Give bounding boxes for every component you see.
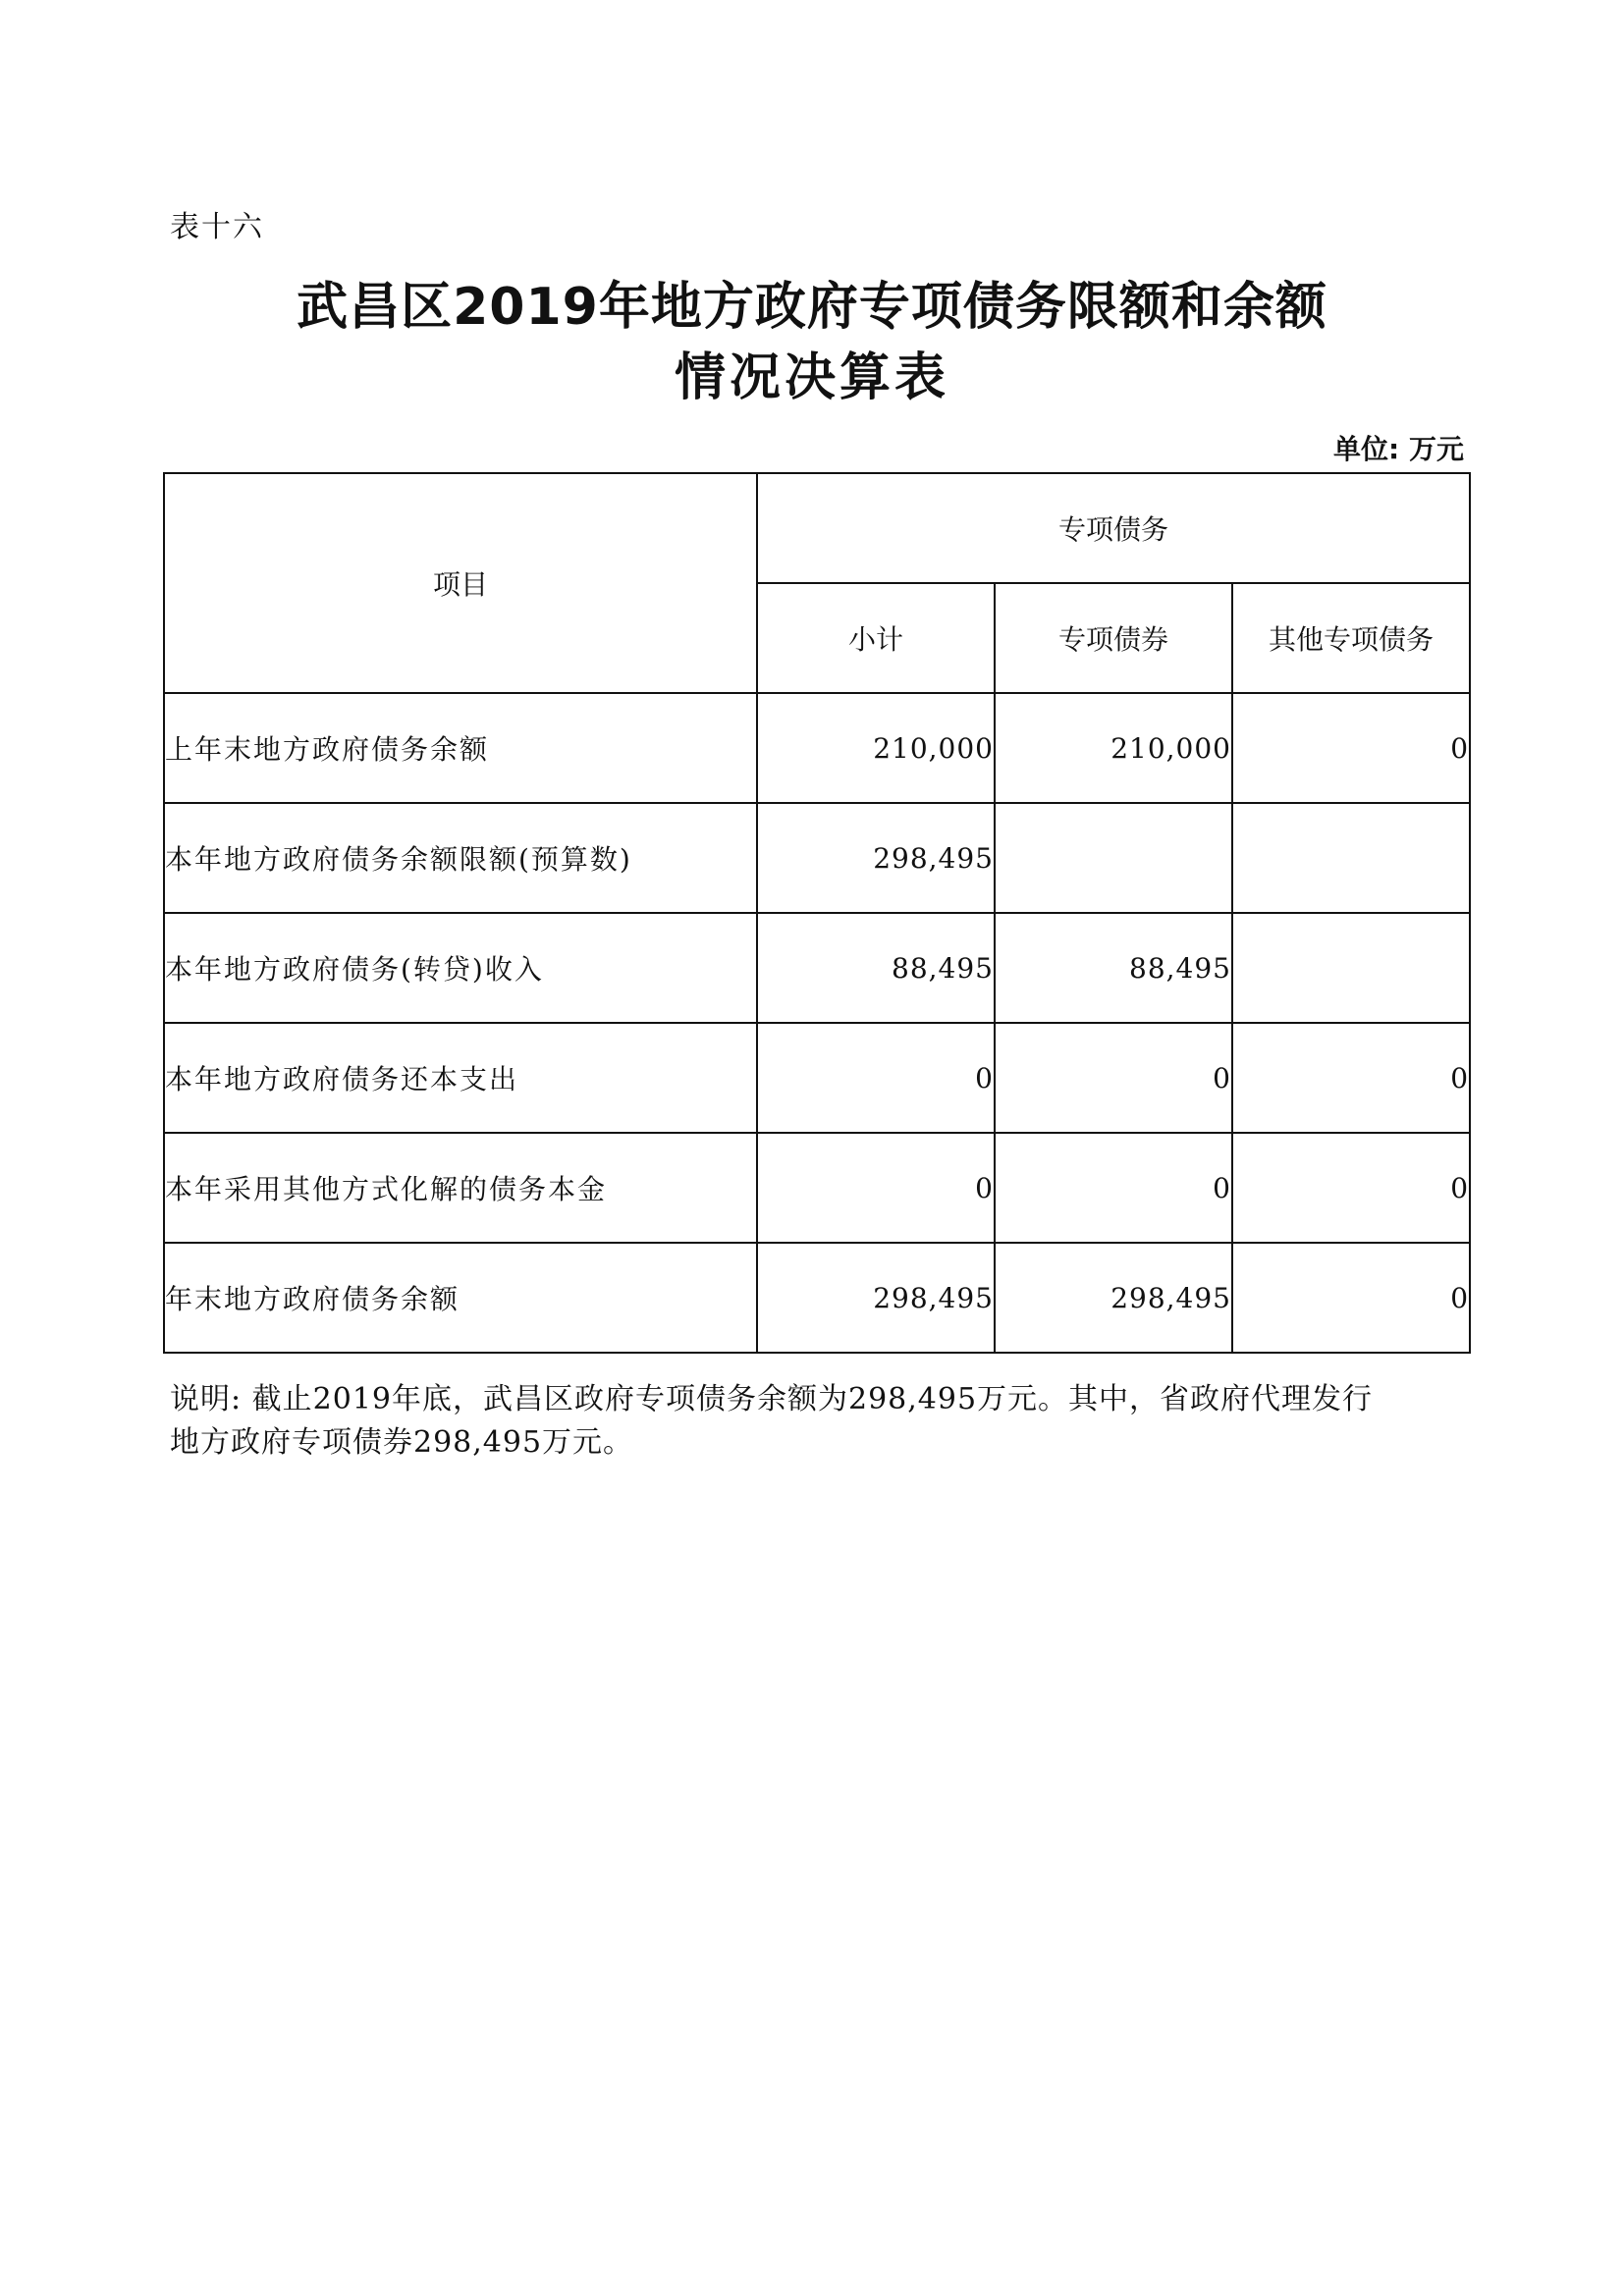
table-row — [164, 803, 1470, 913]
row-label: 年末地方政府债务余额 — [164, 1243, 757, 1353]
table-row — [164, 1133, 1470, 1243]
table-row — [164, 1023, 1470, 1133]
cell-special-bonds — [995, 803, 1232, 913]
header-special-bonds: 专项债券 — [995, 583, 1232, 693]
cell-other-debt: 0 — [1232, 1133, 1470, 1243]
cell-other-debt: 0 — [1232, 1243, 1470, 1353]
table-row — [164, 1243, 1470, 1353]
unit-label: 单位: 万元 — [1333, 433, 1464, 465]
cell-subtotal: 298,495 — [757, 1243, 995, 1353]
cell-special-bonds: 298,495 — [995, 1243, 1232, 1353]
cell-subtotal: 298,495 — [757, 803, 995, 913]
cell-other-debt — [1232, 803, 1470, 913]
header-subtotal: 小计 — [757, 583, 995, 693]
cell-other-debt — [1232, 913, 1470, 1023]
cell-subtotal: 0 — [757, 1023, 995, 1133]
cell-special-bonds: 88,495 — [995, 913, 1232, 1023]
header-item: 项目 — [164, 473, 757, 693]
cell-special-bonds: 0 — [995, 1023, 1232, 1133]
row-label: 本年采用其他方式化解的债务本金 — [164, 1133, 757, 1243]
footnote-line: 地方政府专项债券298,495万元。 — [170, 1425, 634, 1460]
header-row-1 — [164, 473, 1470, 583]
page-title-line2: 情况决算表 — [674, 348, 949, 407]
cell-subtotal: 88,495 — [757, 913, 995, 1023]
table-row — [164, 693, 1470, 803]
cell-special-bonds: 0 — [995, 1133, 1232, 1243]
cell-special-bonds: 210,000 — [995, 693, 1232, 803]
row-label: 上年末地方政府债务余额 — [164, 693, 757, 803]
page-title: 武昌区2019年地方政府专项债务限额和余额 — [297, 278, 1327, 337]
table-row — [164, 913, 1470, 1023]
table-label: 表十六 — [170, 210, 264, 244]
row-label: 本年地方政府债务余额限额(预算数) — [164, 803, 757, 913]
row-label: 本年地方政府债务(转贷)收入 — [164, 913, 757, 1023]
cell-subtotal: 0 — [757, 1133, 995, 1243]
debt-table — [163, 472, 1471, 1354]
cell-other-debt: 0 — [1232, 693, 1470, 803]
header-other-debt: 其他专项债务 — [1232, 583, 1470, 693]
footnote — [170, 1378, 1476, 1465]
cell-subtotal: 210,000 — [757, 693, 995, 803]
cell-other-debt: 0 — [1232, 1023, 1470, 1133]
footnote-line: 说明: 截止2019年底，武昌区政府专项债务余额为298,495万元。其中，省政府代理发行 — [170, 1382, 1374, 1416]
header-group: 专项债务 — [757, 473, 1470, 583]
row-label: 本年地方政府债务还本支出 — [164, 1023, 757, 1133]
